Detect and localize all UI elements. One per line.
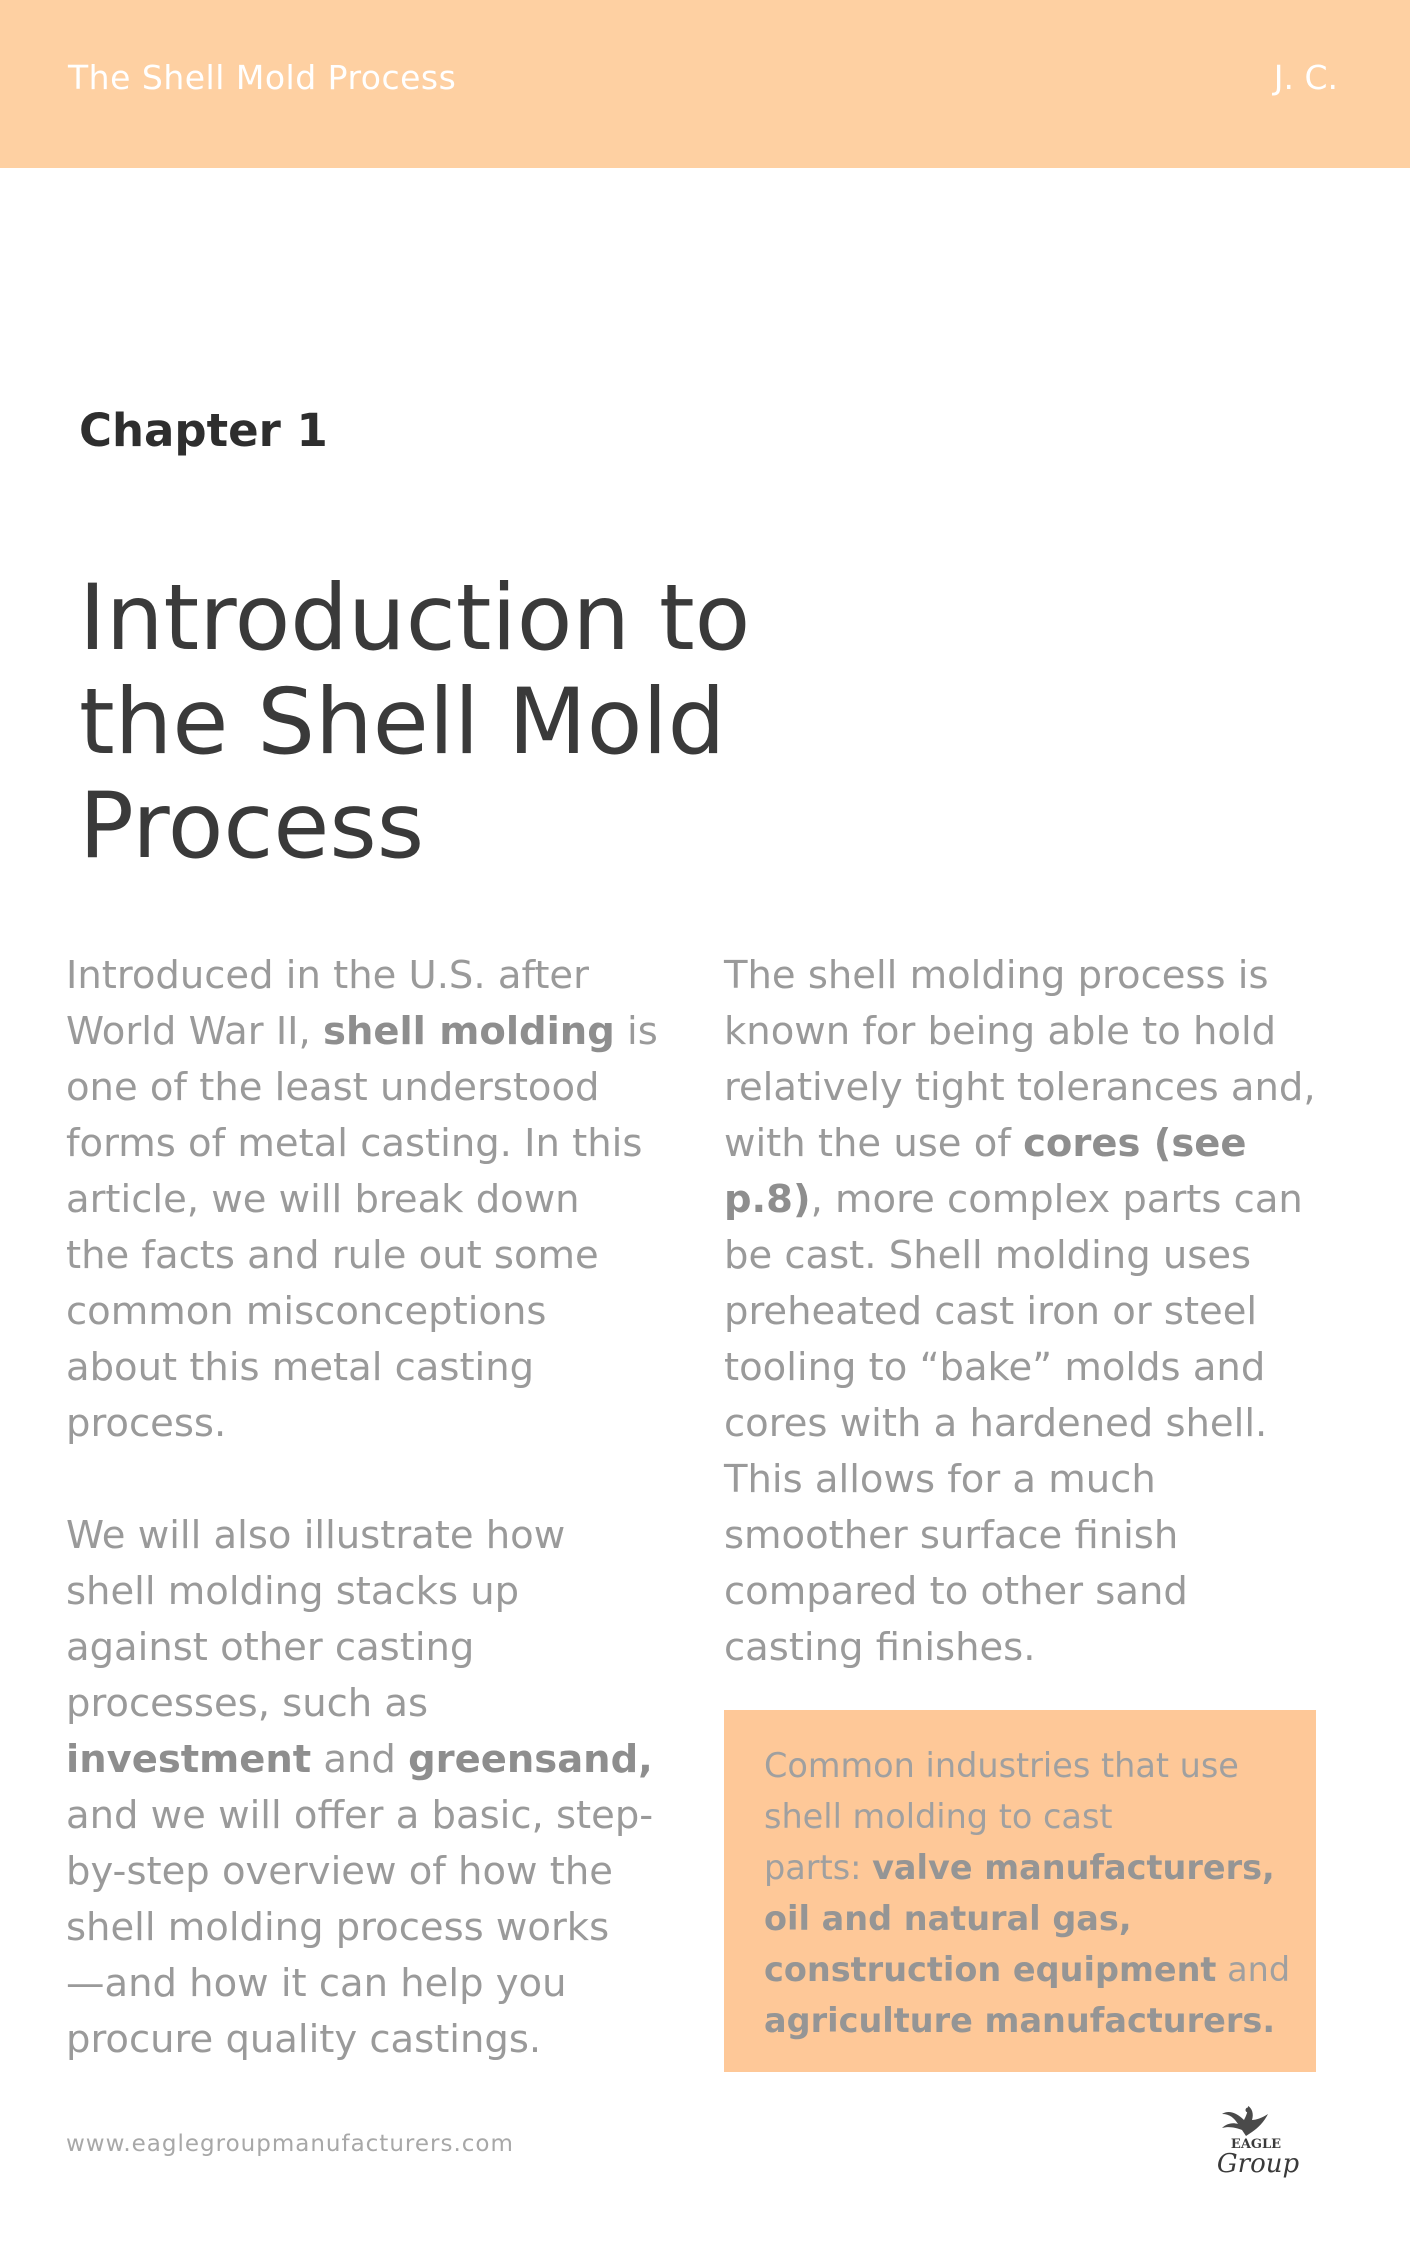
text-line: shell molding process works [66, 1905, 610, 1950]
text-line: World War II, shell molding is [66, 1009, 658, 1054]
text-line: be cast. Shell molding uses [724, 1233, 1252, 1278]
text-line: shell molding stacks up [66, 1569, 520, 1614]
text-line: procure quality castings. [66, 2017, 542, 2062]
text-line: compared to other sand [724, 1569, 1188, 1614]
chapter-title-line: Introduction to [79, 566, 751, 671]
text-line: smoother surface finish [724, 1513, 1179, 1558]
text-line: one of the least understood [66, 1065, 600, 1110]
right-column [724, 948, 1324, 1676]
text-line: relatively tight tolerances and, [724, 1065, 1316, 1110]
text-line: the facts and rule out some [66, 1233, 599, 1278]
text-line: This allows for a much [724, 1457, 1156, 1502]
highlight-term: cores (see [1023, 1121, 1247, 1166]
text-line: Common industries that use [764, 1746, 1239, 1785]
text-line: forms of metal casting. In this [66, 1121, 643, 1166]
text-line: known for being able to hold [724, 1009, 1277, 1054]
chapter-title-line: the Shell Mold [79, 670, 726, 775]
header-title: The Shell Mold Process [68, 58, 457, 97]
page-header [0, 0, 1410, 168]
highlight-term: oil and natural gas, [764, 1899, 1132, 1938]
text-line: common misconceptions [66, 1289, 547, 1334]
chapter-label: Chapter 1 [79, 404, 328, 457]
left-column [66, 948, 686, 2068]
text-line: against other casting [66, 1625, 475, 1670]
text-line: Introduced in the U.S. after [66, 953, 589, 998]
highlight-term: agriculture manufacturers. [764, 2001, 1276, 2040]
highlight-term: valve manufacturers, [872, 1848, 1275, 1887]
logo-text-bottom: Group [1216, 2149, 1300, 2179]
highlight-term: greensand, [408, 1737, 653, 1782]
text-line: preheated cast iron or steel [724, 1289, 1258, 1334]
highlight-term: investment [66, 1737, 312, 1782]
industries-callout [724, 1710, 1316, 2072]
header-author: J. C. [1273, 58, 1338, 97]
chapter-title-line: Process [79, 774, 425, 879]
intro-paragraph [66, 948, 686, 1452]
highlight-term: shell molding [323, 1009, 615, 1054]
text-line: processes, such as [66, 1681, 429, 1726]
text-line: casting finishes. [724, 1625, 1036, 1670]
text-line: by-step overview of how the [66, 1849, 613, 1894]
eagle-group-logo-icon [1206, 2098, 1306, 2188]
text-line: article, we will break down [66, 1177, 580, 1222]
text-line: We will also illustrate how [66, 1513, 566, 1558]
text-line: tooling to “bake” molds and [724, 1345, 1266, 1390]
text-line: investment and greensand, [66, 1737, 653, 1782]
text-line: parts: valve manufacturers, [764, 1848, 1275, 1887]
text-line: The shell molding process is [724, 953, 1269, 998]
text-line [764, 1893, 1276, 1944]
text-line: shell molding to cast [764, 1797, 1113, 1836]
overview-paragraph [66, 1508, 686, 2068]
text-line: p.8), more complex parts can [724, 1177, 1303, 1222]
footer-url: www.eaglegroupmanufacturers.com [66, 2131, 514, 2157]
text-line: construction equipment and [764, 1950, 1291, 1989]
text-line: —and how it can help you [66, 1961, 567, 2006]
text-line: and we will offer a basic, step- [66, 1793, 654, 1838]
highlight-term: construction equipment [764, 1950, 1217, 1989]
highlight-term: p.8) [724, 1177, 811, 1222]
text-line: with the use of cores (see [724, 1121, 1247, 1166]
text-line: about this metal casting [66, 1345, 535, 1390]
text-line [764, 1995, 1276, 2046]
logo-text-top: EAGLE [1230, 2137, 1282, 2152]
chapter-title [79, 567, 979, 879]
text-line: process. [66, 1401, 227, 1446]
text-line: cores with a hardened shell. [724, 1401, 1268, 1446]
